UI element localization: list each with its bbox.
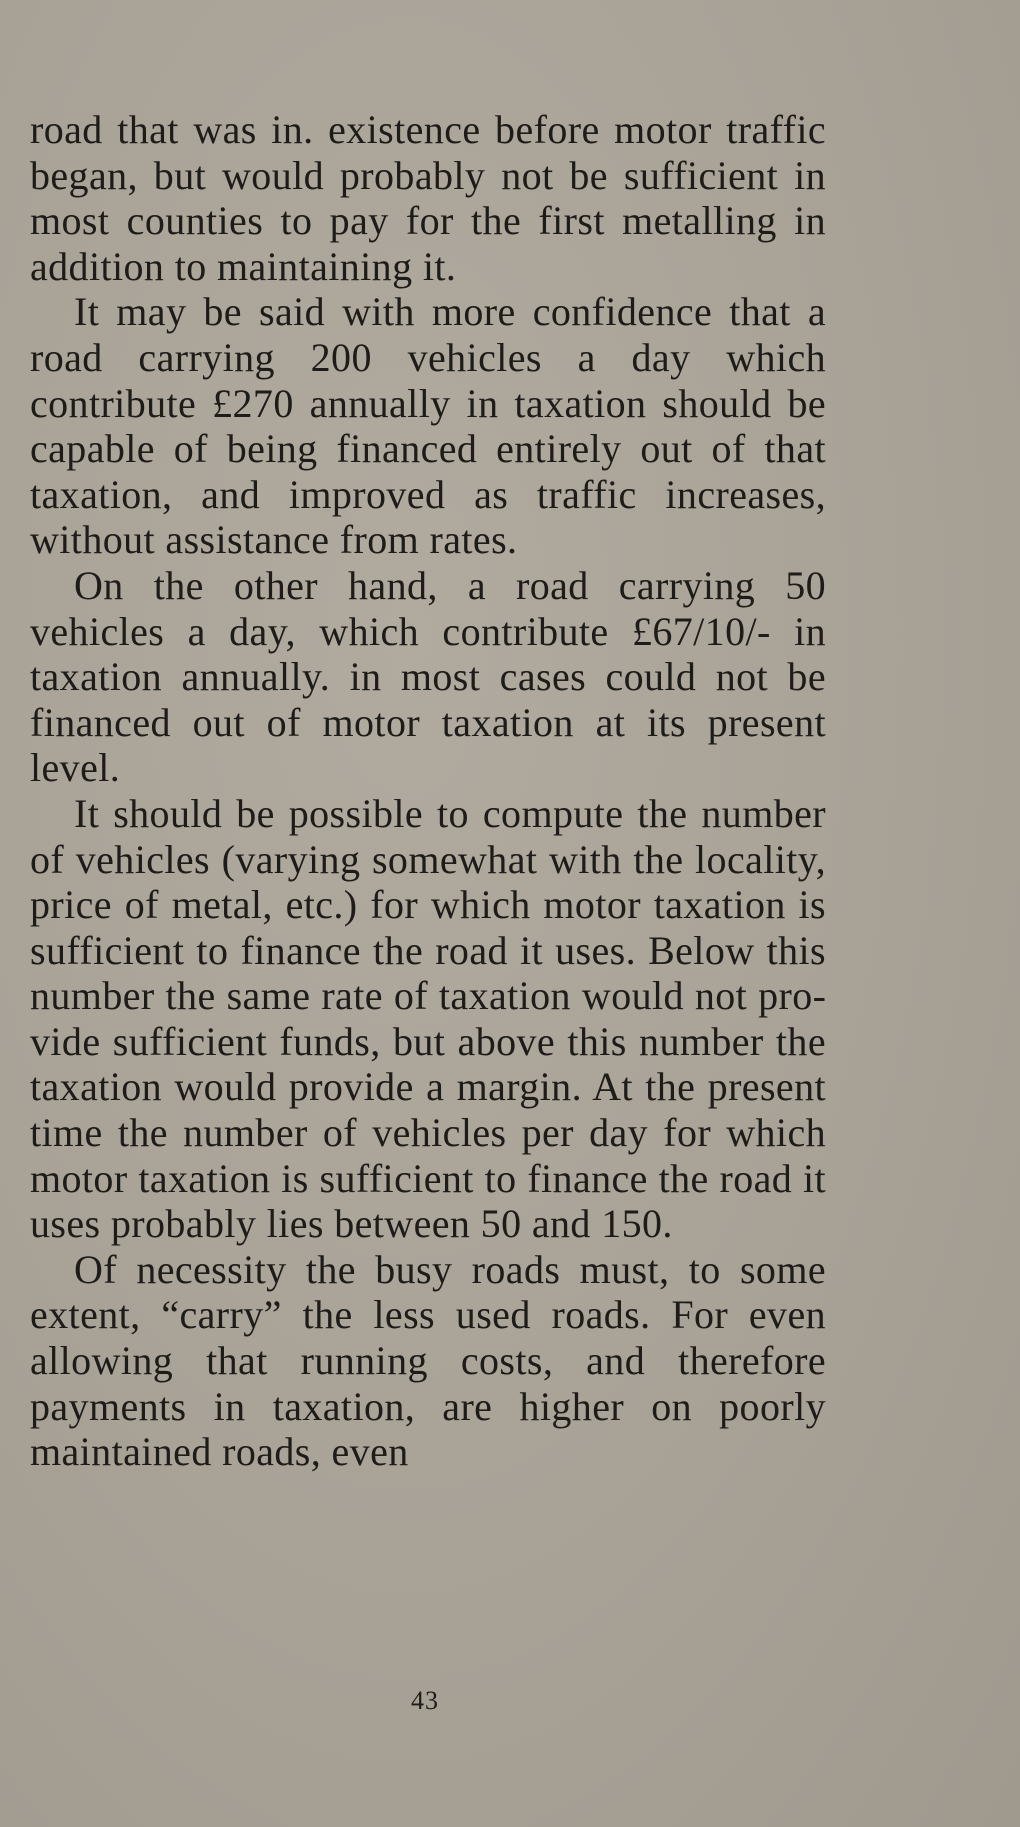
paragraph-compute-vehicles: It should be possible to compute the number of vehicles (varying somewhat with the locality, price of metal, etc.) for which motor taxation is sufficient to finance the road it uses. Below this number the same rate of taxation would not provide sufficient funds, but above this number the taxation would provide a margin. At the present time the number of vehicles per day for which motor taxation is sufficient to finance the road it uses probably lies between 50 and 150. <box>30 790 826 1247</box>
paragraph-continuation: road that was in. existence before motor traffic began, but would probably not be sufficient in most counties to pay for the first metalling in addition to maintaining it. <box>30 107 826 289</box>
paragraph-busy-roads: Of necessity the busy roads must, to some extent, “carry” the less used roads. For even allowing that running costs, and therefore payments in taxation, are higher on poorly maintained roads, even <box>30 1246 826 1475</box>
body-text <box>30 107 826 1475</box>
paragraph-50-vehicles: On the other hand, a road carrying 50 vehicles a day, which contribute £67/10/- in taxation annually. in most cases could not be financed out of motor taxation at its present level. <box>30 562 826 791</box>
paragraph-200-vehicles: It may be said with more confidence that a road carrying 200 vehicles a day which contribute £270 annually in taxation should be capable of being financed entirely out of that taxation, and improved as traffic increases, without assistance from rates. <box>30 289 826 563</box>
page-number: 43 <box>411 1686 439 1715</box>
